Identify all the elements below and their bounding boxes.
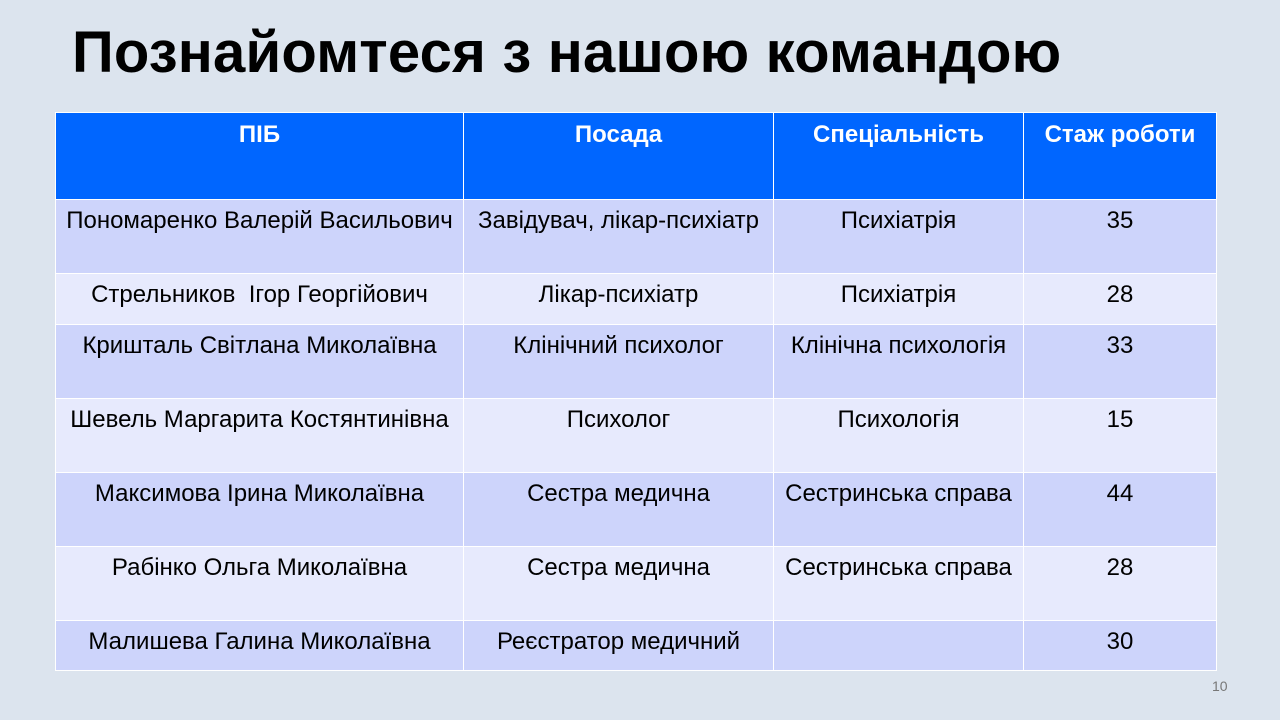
cell-experience: 28: [1024, 547, 1217, 621]
cell-position: Психолог: [464, 399, 774, 473]
cell-position: Сестра медична: [464, 473, 774, 547]
cell-name: Пономаренко Валерій Васильович: [56, 200, 464, 274]
table-row: [56, 621, 1217, 671]
cell-name: Шевель Маргарита Костянтинівна: [56, 399, 464, 473]
cell-specialty: Сестринська справа: [774, 547, 1024, 621]
cell-experience: 30: [1024, 621, 1217, 671]
table-row: [56, 399, 1217, 473]
cell-position: Реєстратор медичний: [464, 621, 774, 671]
cell-name: Стрельников Ігор Георгійович: [56, 274, 464, 325]
cell-specialty: Клінічна психологія: [774, 325, 1024, 399]
column-header-specialty: Спеціальність: [774, 113, 1024, 200]
slide-title: Познайомтеся з нашою командою: [72, 20, 1062, 85]
cell-experience: 15: [1024, 399, 1217, 473]
table-row: [56, 200, 1217, 274]
cell-specialty: Психіатрія: [774, 274, 1024, 325]
cell-position: Лікар-психіатр: [464, 274, 774, 325]
column-header-position: Посада: [464, 113, 774, 200]
cell-position: Завідувач, лікар-психіатр: [464, 200, 774, 274]
cell-name: Кришталь Світлана Миколаївна: [56, 325, 464, 399]
cell-experience: 33: [1024, 325, 1217, 399]
cell-name: Малишева Галина Миколаївна: [56, 621, 464, 671]
column-header-experience: Стаж роботи: [1024, 113, 1217, 200]
cell-specialty: Психологія: [774, 399, 1024, 473]
cell-specialty: Сестринська справа: [774, 473, 1024, 547]
cell-position: Клінічний психолог: [464, 325, 774, 399]
cell-position: Сестра медична: [464, 547, 774, 621]
cell-specialty: Психіатрія: [774, 200, 1024, 274]
table-row: [56, 325, 1217, 399]
page-number: 10: [1212, 678, 1228, 694]
cell-experience: 35: [1024, 200, 1217, 274]
cell-experience: 28: [1024, 274, 1217, 325]
column-header-name: ПІБ: [56, 113, 464, 200]
team-table: [55, 112, 1217, 671]
table-row: [56, 274, 1217, 325]
table-row: [56, 547, 1217, 621]
cell-experience: 44: [1024, 473, 1217, 547]
table-row: [56, 473, 1217, 547]
cell-name: Максимова Ірина Миколаївна: [56, 473, 464, 547]
cell-specialty: [774, 621, 1024, 671]
cell-name: Рабінко Ольга Миколаївна: [56, 547, 464, 621]
table-header-row: [56, 113, 1217, 200]
